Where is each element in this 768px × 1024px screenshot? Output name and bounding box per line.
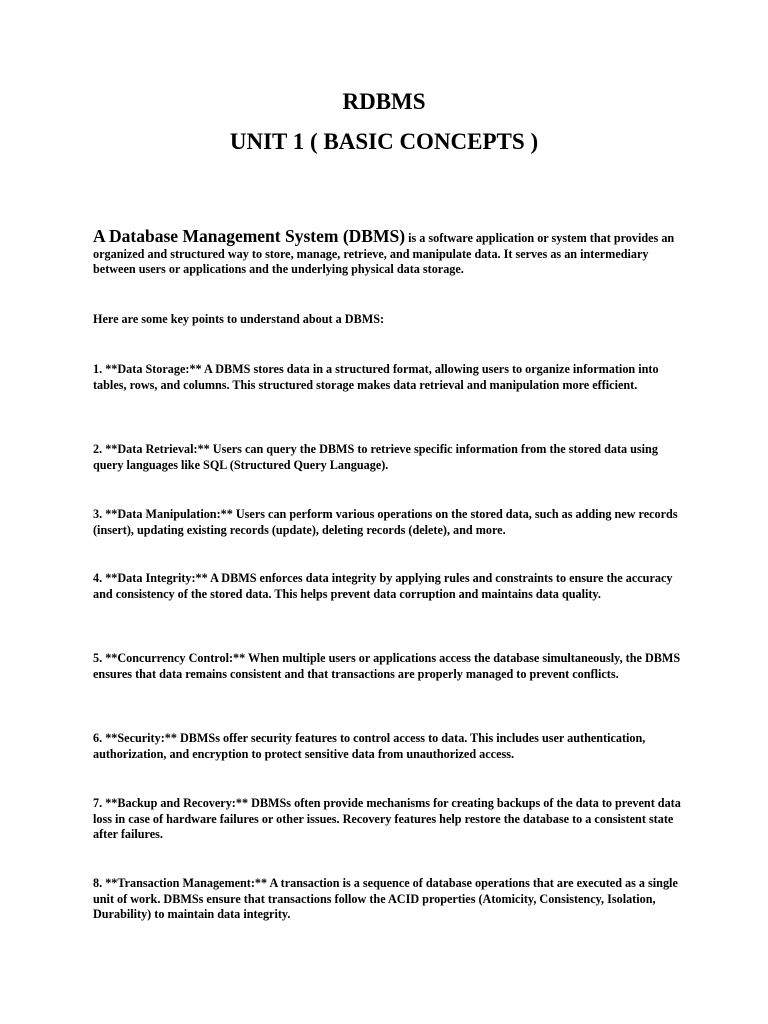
intro-paragraph [93,227,683,278]
point-data-manipulation: 3. **Data Manipulation:** Users can perform various operations on the stored data, such as adding new records (insert), updating existing records (update), deleting records (delete), and more. [93,507,678,537]
point-data-integrity: 4. **Data Integrity:** A DBMS enforces data integrity by applying rules and constraints to ensure the accuracy and consistency of the stored data. This helps prevent data corruption and maintains data quality. [93,571,673,601]
point-transaction-management: 8. **Transaction Management:** A transaction is a sequence of database operations that are executed as a single unit of work. DBMSs ensure that transactions follow the ACID properties (Atomicity, Consistency, Isolation, Durability) to maintain data integrity. [93,876,678,921]
intro-lead: A Database Management System (DBMS) [93,226,406,246]
point-security: 6. **Security:** DBMSs offer security features to control access to data. This includes user authentication, authorization, and encryption to protect sensitive data from unauthorized access. [93,731,646,761]
point-data-retrieval: 2. **Data Retrieval:** Users can query the DBMS to retrieve specific information from the stored data using query languages like SQL (Structured Query Language). [93,442,658,472]
key-points-heading: Here are some key points to understand about a DBMS: [93,312,385,326]
document-subtitle: UNIT 1 ( BASIC CONCEPTS ) [229,129,539,154]
point-backup-recovery: 7. **Backup and Recovery:** DBMSs often provide mechanisms for creating backups of the data to prevent data loss in case of hardware failures or other issues. Recovery features help restore the database to a consistent state after failures. [93,796,681,841]
document-title: RDBMS [342,89,426,114]
point-data-storage: 1. **Data Storage:** A DBMS stores data in a structured format, allowing users to organize information into tables, rows, and columns. This structured storage makes data retrieval and manipulation more efficient. [93,362,659,392]
intro-rest: is a software application or system that provides an organized and structured way to store, manage, retrieve, and manipulate data. It serves as an intermediary between users or applications and the underlying physical data storage. [93,231,675,276]
point-concurrency-control: 5. **Concurrency Control:** When multiple users or applications access the database simultaneously, the DBMS ensures that data remains consistent and that transactions are properly managed to prevent conflicts. [93,651,681,681]
